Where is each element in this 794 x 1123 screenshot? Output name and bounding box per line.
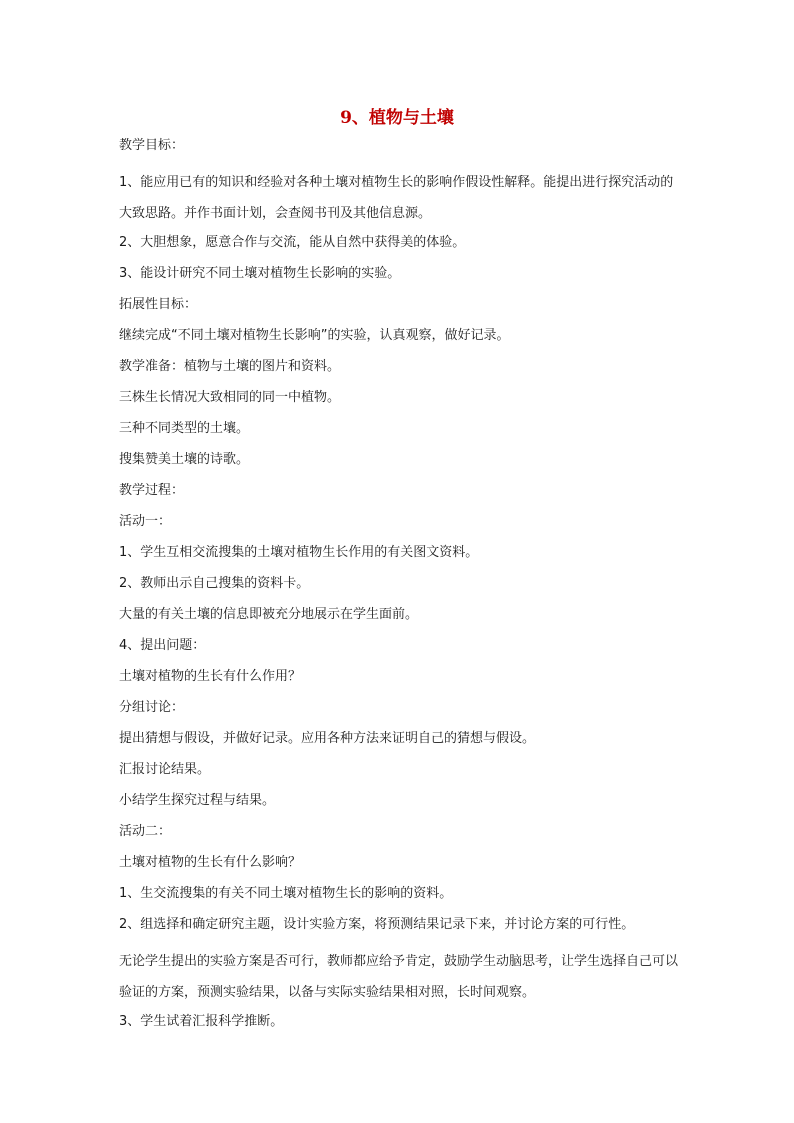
paragraph-extended-goal: 继续完成“不同土壤对植物生长影响”的实验，认真观察，做好记录。 (119, 328, 510, 343)
paragraph-extended-goals-heading: 拓展性目标： (119, 297, 198, 312)
paragraph-activity-2-step-3: 3、学生试着汇报科学推断。 (119, 1014, 284, 1029)
paragraph-question-1: 土壤对植物的生长有什么作用？ (119, 669, 302, 684)
paragraph-activity-2-heading: 活动二： (119, 824, 172, 839)
paragraph-activity-1-step-1: 1、学生互相交流搜集的土壤对植物生长作用的有关图文资料。 (119, 545, 479, 560)
document-title: 9、植物与土壤 (340, 108, 454, 128)
paragraph-activity-1-heading: 活动一： (119, 514, 172, 529)
paragraph-group-discussion: 分组讨论： (119, 700, 185, 715)
paragraph-teacher-guidance: 无论学生提出的实验方案是否可行，教师都应给予肯定，鼓励学生动脑思考，让学生选择自己可以验证的方案，预测实验结果，以备与实际实验结果相对照，长时间观察。 (119, 954, 679, 1000)
paragraph-activity-2-step-1: 1、生交流搜集的有关不同土壤对植物生长的影响的资料。 (119, 886, 453, 901)
paragraph-activity-1-info: 大量的有关土壤的信息即被充分地展示在学生面前。 (119, 607, 419, 622)
paragraph-report-results: 汇报讨论结果。 (119, 762, 211, 777)
paragraph-question-2: 土壤对植物的生长有什么影响？ (119, 855, 302, 870)
paragraph-activity-1-step-4: 4、提出问题： (119, 638, 206, 653)
paragraph-preparation: 教学准备：植物与土壤的图片和资料。 (119, 359, 341, 374)
document-body (119, 136, 679, 1043)
paragraph-teaching-goals-heading: 教学目标： (119, 138, 185, 153)
paragraph-summary: 小结学生探究过程与结果。 (119, 793, 276, 808)
paragraph-preparation-plants: 三株生长情况大致相同的同一中植物。 (119, 390, 341, 405)
paragraph-goal-2: 2、大胆想象，愿意合作与交流，能从自然中获得美的体验。 (119, 235, 466, 250)
paragraph-preparation-poems: 搜集赞美土壤的诗歌。 (119, 452, 250, 467)
paragraph-goal-1: 1、能应用已有的知识和经验对各种土壤对植物生长的影响作假设性解释。能提出进行探究活动的大致思路。并作书面计划，会查阅书刊及其他信息源。 (119, 175, 674, 221)
paragraph-activity-2-step-2: 2、组选择和确定研究主题，设计实验方案，将预测结果记录下来，并讨论方案的可行性。 (119, 917, 635, 932)
paragraph-preparation-soils: 三种不同类型的土壤。 (119, 421, 250, 436)
paragraph-activity-1-step-2: 2、教师出示自己搜集的资料卡。 (119, 576, 310, 591)
paragraph-hypothesis: 提出猜想与假设，并做好记录。应用各种方法来证明自己的猜想与假设。 (119, 731, 536, 746)
paragraph-goal-3: 3、能设计研究不同土壤对植物生长影响的实验。 (119, 266, 401, 281)
paragraph-process-heading: 教学过程： (119, 483, 185, 498)
